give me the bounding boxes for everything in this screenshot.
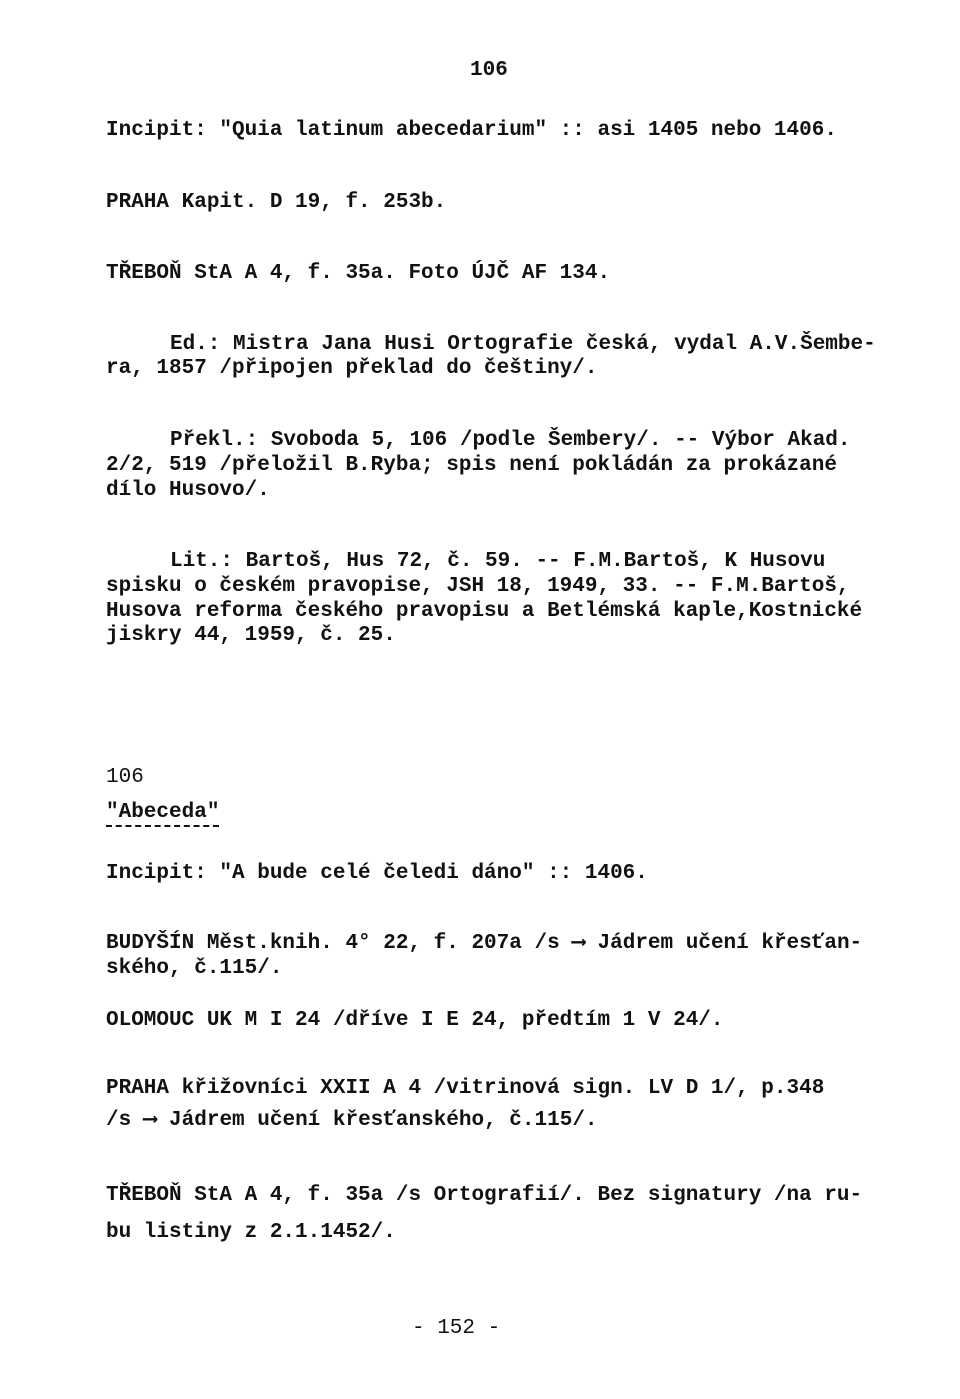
entry-b-number: 106 (106, 766, 144, 789)
manuscript-trebon-b-line-1: TŘEBOŇ StA A 4, f. 35a /s Ortografií/. Bez signatury /na ru- (106, 1184, 863, 1207)
literature-line-2: spisku o českém pravopise, JSH 18, 1949, 33. -- F.M.Bartoš, (106, 575, 850, 598)
manuscript-trebon-b-line-2: bu listiny z 2.1.1452/. (106, 1221, 396, 1244)
translation-line-3: dílo Husovo/. (106, 479, 270, 502)
manuscript-olomouc: OLOMOUC UK M I 24 /dříve I E 24, předtím 1 V 24/. (106, 1009, 724, 1032)
incipit-entry-b: Incipit: "A bude celé čeledi dáno" :: 1406. (106, 862, 648, 885)
literature-line-3: Husova reforma českého pravopisu a Betlémská kaple,Kostnické (106, 600, 863, 623)
literature-line-1: Lit.: Bartoš, Hus 72, č. 59. -- F.M.Bartoš, K Husovu (170, 550, 826, 573)
incipit-entry-a: Incipit: "Quia latinum abecedarium" :: asi 1405 nebo 1406. (106, 119, 837, 142)
edition-line-1: Ed.: Mistra Jana Husi Ortografie česká, vydal A.V.Šembe- (170, 333, 876, 356)
page-number-bottom: - 152 - (412, 1317, 501, 1340)
manuscript-trebon: TŘEBOŇ StA A 4, f. 35a. Foto ÚJČ AF 134. (106, 262, 611, 285)
manuscript-praha-kapit: PRAHA Kapit. D 19, f. 253b. (106, 191, 447, 214)
manuscript-praha-krizovnici-line-1: PRAHA křižovníci XXII A 4 /vitrinová sign. LV D 1/, p.348 (106, 1077, 825, 1100)
manuscript-budysin-line-2: ského, č.115/. (106, 957, 283, 980)
entry-b-title: "Abeceda" (106, 802, 219, 827)
literature-line-4: jiskry 44, 1959, č. 25. (106, 624, 396, 647)
translation-line-2: 2/2, 519 /přeložil B.Ryba; spis není pokládán za prokázané (106, 454, 837, 477)
manuscript-budysin-line-1: BUDYŠÍN Měst.knih. 4° 22, f. 207a /s ⟶ Jádrem učení křesťan- (106, 932, 863, 955)
manuscript-praha-krizovnici-line-2: /s ⟶ Jádrem učení křesťanského, č.115/. (106, 1109, 598, 1132)
page-number-top: 106 (470, 59, 508, 82)
edition-line-2: ra, 1857 /připojen překlad do češtiny/. (106, 357, 598, 380)
translation-line-1: Překl.: Svoboda 5, 106 /podle Šembery/. -- Výbor Akad. (170, 429, 851, 452)
